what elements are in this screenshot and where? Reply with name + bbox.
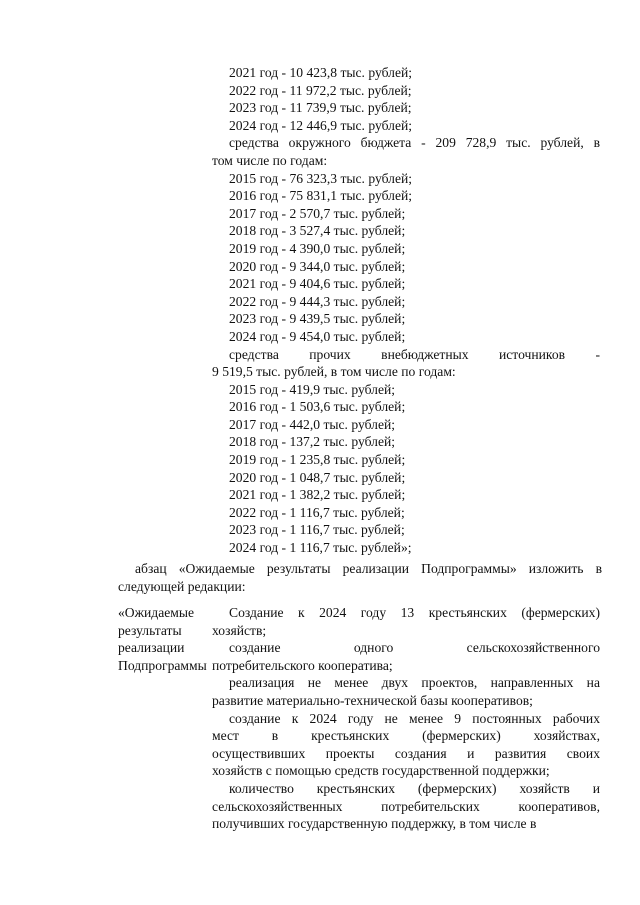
results-label-line: «Ожидаемые [118, 605, 195, 620]
other-intro-line: 9 519,5 тыс. рублей, в том числе по годам: [212, 364, 456, 380]
okrug-line: 2016 год - 75 831,1 тыс. рублей; [229, 188, 413, 204]
result-line: создание к 2024 году не менее 9 постоянных рабочих [229, 710, 600, 726]
result-line: развитие материально-технической базы кооперативов; [212, 692, 533, 708]
okrug-line: 2017 год - 2 570,7 тыс. рублей; [229, 205, 406, 221]
results-label-line: реализации [118, 640, 185, 656]
okrug-line: 2021 год - 9 404,6 тыс. рублей; [229, 276, 406, 292]
result-line: сельскохозяйственных потребительских кооперативов, [212, 798, 600, 814]
okrug-line: 2015 год - 76 323,3 тыс. рублей; [229, 170, 413, 186]
funding-block [212, 64, 600, 557]
result-line: создание одного сельскохозяйственного [229, 640, 600, 656]
amendment-line: абзац «Ожидаемые результаты реализации Подпрограммы» изложить в [135, 561, 602, 576]
result-line: хозяйств; [212, 622, 267, 638]
results-label-cell [118, 604, 210, 674]
budget-line: 2023 год - 11 739,9 тыс. рублей; [229, 100, 412, 116]
results-content-cell [212, 604, 600, 833]
results-label-line: Подпрограммы [118, 657, 207, 673]
result-line: получивших государственную поддержку, в том числе в [212, 816, 537, 832]
other-line: 2023 год - 1 116,7 тыс. рублей; [229, 522, 405, 538]
amendment-line: следующей редакции: [118, 578, 246, 594]
okrug-line: 2020 год - 9 344,0 тыс. рублей; [229, 258, 406, 274]
okrug-line: 2022 год - 9 444,3 тыс. рублей; [229, 293, 406, 309]
okrug-intro-line: том числе по годам: [212, 152, 328, 168]
other-line: 2021 год - 1 382,2 тыс. рублей; [229, 487, 406, 503]
budget-line: 2024 год - 12 446,9 тыс. рублей; [229, 117, 413, 133]
okrug-line: 2024 год - 9 454,0 тыс. рублей; [229, 328, 406, 344]
okrug-intro-line: средства окружного бюджета - 209 728,9 тыс. рублей, в [229, 135, 600, 151]
result-line: потребительского кооператива; [212, 657, 393, 673]
amendment-paragraph [118, 560, 602, 595]
other-line: 2017 год - 442,0 тыс. рублей; [229, 416, 396, 432]
okrug-line: 2023 год - 9 439,5 тыс. рублей; [229, 311, 406, 327]
budget-line: 2021 год - 10 423,8 тыс. рублей; [229, 65, 413, 80]
result-line: реализация не менее двух проектов, направленных на [229, 675, 600, 691]
result-line: хозяйств с помощью средств государственной поддержки; [212, 763, 550, 779]
result-line: осуществивших проекты создания и развития своих [212, 745, 600, 761]
other-intro-line: средства прочих внебюджетных источников - [229, 346, 600, 362]
okrug-line: 2019 год - 4 390,0 тыс. рублей; [229, 240, 406, 256]
other-line: 2020 год - 1 048,7 тыс. рублей; [229, 469, 406, 485]
result-line: мест в крестьянских (фермерских) хозяйствах, [212, 728, 600, 744]
other-line: 2016 год - 1 503,6 тыс. рублей; [229, 399, 406, 415]
okrug-line: 2018 год - 3 527,4 тыс. рублей; [229, 223, 406, 239]
other-line: 2022 год - 1 116,7 тыс. рублей; [229, 504, 405, 520]
other-line: 2019 год - 1 235,8 тыс. рублей; [229, 452, 406, 468]
other-line: 2015 год - 419,9 тыс. рублей; [229, 381, 396, 397]
other-line: 2018 год - 137,2 тыс. рублей; [229, 434, 396, 450]
budget-line: 2022 год - 11 972,2 тыс. рублей; [229, 82, 412, 98]
other-line: 2024 год - 1 116,7 тыс. рублей»; [229, 540, 412, 556]
results-label-line: результаты [118, 622, 182, 638]
result-line: количество крестьянских (фермерских) хозяйств и [229, 780, 600, 796]
result-line: Создание к 2024 году 13 крестьянских (фермерских) [229, 605, 600, 620]
